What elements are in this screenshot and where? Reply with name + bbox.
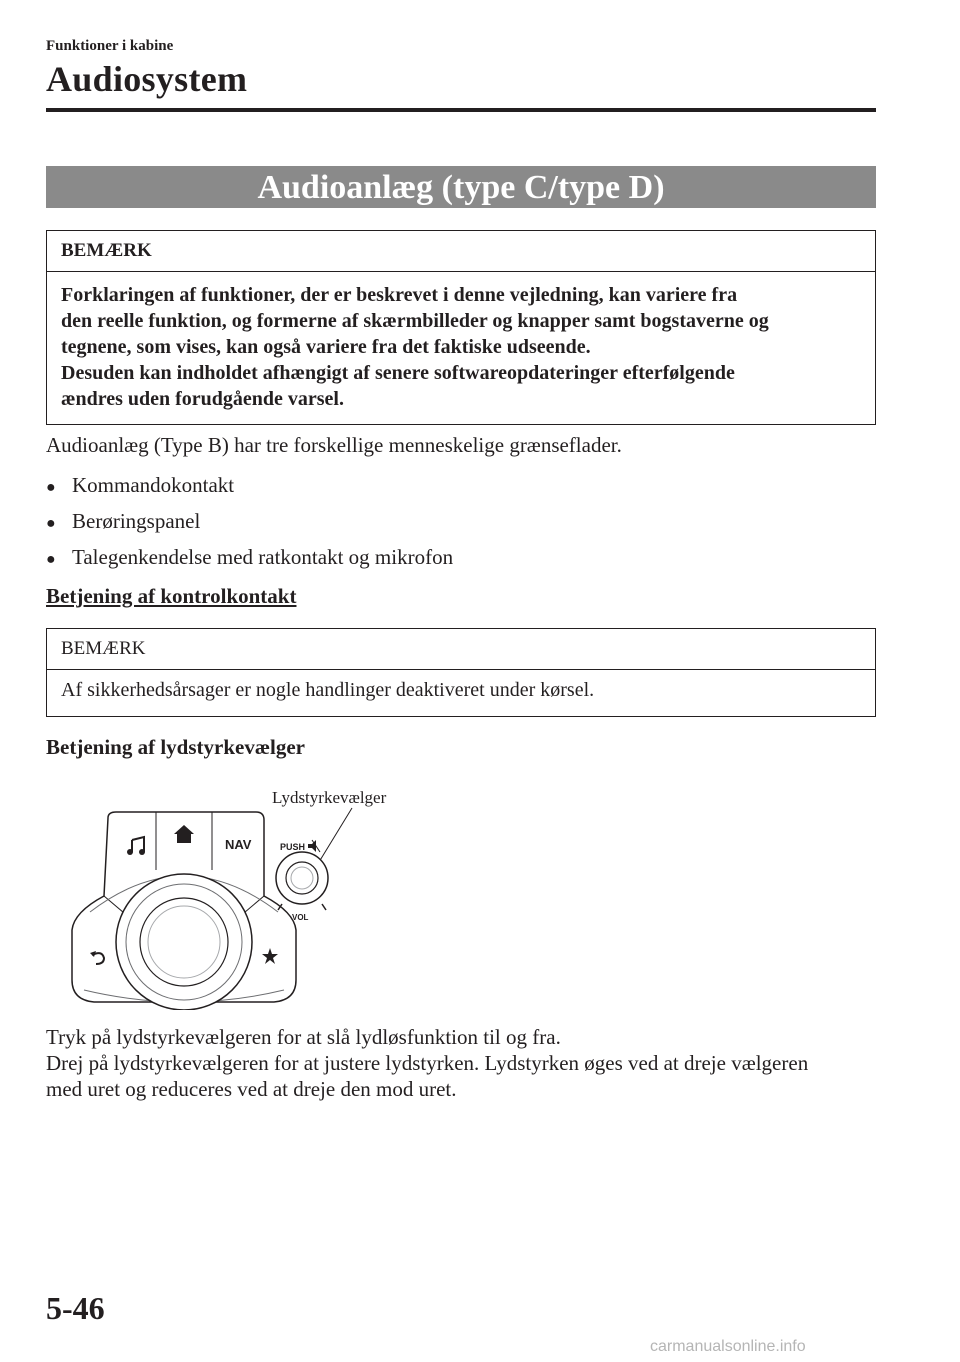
note-box-1 xyxy=(46,230,876,425)
bullet-item xyxy=(46,508,200,537)
page-number: 5-46 xyxy=(46,1290,105,1326)
subheading-control: Betjening af kontrolkontakt xyxy=(46,584,297,608)
bullet-text: Kommandokontakt xyxy=(72,473,235,497)
note-body: Af sikkerhedsårsager er nogle handlinger deaktiveret under kørsel. xyxy=(61,679,595,701)
note-box-2 xyxy=(46,628,876,717)
note-line: ændres uden forudgående varsel. xyxy=(61,388,344,410)
commander-dial[interactable] xyxy=(140,898,228,986)
vol-label: VOL xyxy=(292,913,309,922)
bullet-dot: ● xyxy=(46,551,56,568)
bullet-item xyxy=(46,544,453,573)
figure-callout: Lydstyrkevælger xyxy=(272,788,387,807)
commander-switch-figure xyxy=(60,800,420,1010)
mute-icon xyxy=(308,840,320,852)
bullet-dot: ● xyxy=(46,479,56,496)
bullet-text: Talegenkendelse med ratkontakt og mikrofon xyxy=(72,545,454,569)
section-title: Audiosystem xyxy=(46,59,248,99)
nav-button[interactable]: NAV xyxy=(225,837,252,852)
note-body xyxy=(47,272,875,424)
topic-banner: Audioanlæg (type C/type D) xyxy=(46,166,876,208)
footer-watermark[interactable]: carmanualsonline.info xyxy=(650,1338,806,1355)
bullet-item xyxy=(46,472,234,501)
note-line: Desuden kan indholdet afhængigt af senere softwareopdateringer efterfølgende xyxy=(61,362,735,384)
note-line: tegnene, som vises, kan også variere fra det faktiske udseende. xyxy=(61,336,591,358)
vol-arrow xyxy=(322,904,326,910)
bullet-text: Berøringspanel xyxy=(72,509,201,533)
body-line: Tryk på lydstyrkevælgeren for at slå lydløsfunktion til og fra. xyxy=(46,1025,561,1049)
chapter-title: Funktioner i kabine xyxy=(46,38,174,54)
body-line: med uret og reduceres ved at dreje den mod uret. xyxy=(46,1077,457,1101)
header-rule xyxy=(46,108,876,112)
subheading-volume: Betjening af lydstyrkevælger xyxy=(46,735,305,759)
note-heading: BEMÆRK xyxy=(47,231,875,272)
note-line: Forklaringen af funktioner, der er beskrevet i denne vejledning, kan variere fra xyxy=(61,284,738,306)
intro-text: Audioanlæg (Type B) har tre forskellige menneskelige grænseflader. xyxy=(46,433,622,457)
note-line: den reelle funktion, og formerne af skærmbilleder og knapper samt bogstaverne og xyxy=(61,310,769,332)
body-line: Drej på lydstyrkevælgeren for at justere lydstyrken. Lydstyrken øges ved at dreje vælgeren xyxy=(46,1051,809,1075)
push-label: PUSH xyxy=(280,842,306,852)
note-heading: BEMÆRK xyxy=(47,629,875,670)
bullet-dot: ● xyxy=(46,515,56,532)
